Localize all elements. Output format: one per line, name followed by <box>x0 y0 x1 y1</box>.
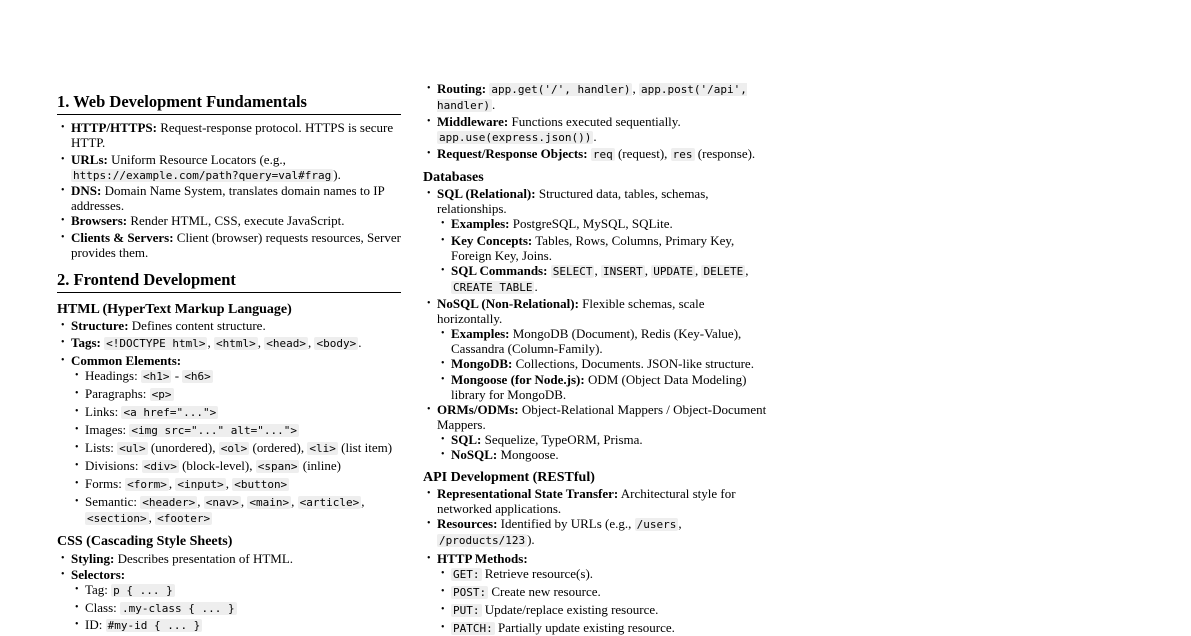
sep: , <box>678 516 682 531</box>
term-sql-examples: Examples: <box>451 216 510 231</box>
code-footer: <footer> <box>157 512 211 525</box>
term-clients-servers: Clients & Servers: <box>71 230 174 245</box>
term-sql: SQL (Relational): <box>437 186 536 201</box>
list-item-mongodb <box>423 356 768 371</box>
sep: , <box>148 510 156 525</box>
label-headings: Headings: <box>85 368 141 383</box>
code-update: UPDATE <box>653 265 693 278</box>
sep: , <box>240 494 248 509</box>
text: (response). <box>694 146 756 161</box>
label-images: Images: <box>85 422 130 437</box>
term-resources: Resources: <box>437 516 498 531</box>
code-form: <form> <box>127 478 167 491</box>
text: (list item) <box>337 440 393 455</box>
term-dns: DNS: <box>71 183 102 198</box>
text: (unordered), <box>147 440 219 455</box>
desc-browsers: Render HTML, CSS, execute JavaScript. <box>127 213 345 228</box>
list-item-structure <box>57 318 401 333</box>
label-divisions: Divisions: <box>85 458 142 473</box>
desc-post: Create new resource. <box>488 584 601 599</box>
list-item-tags <box>57 335 401 351</box>
code-img: <img src="..." alt="..."> <box>131 424 297 437</box>
list-item-mongoose <box>423 372 768 402</box>
term-http: HTTP/HTTPS: <box>71 120 157 135</box>
term-nosql-examples: Examples: <box>451 326 510 341</box>
code-post: POST: <box>453 586 487 599</box>
label-links: Links: <box>85 404 122 419</box>
sep: , <box>694 263 702 278</box>
code-delete: DELETE <box>703 265 744 278</box>
term-mongodb: MongoDB: <box>451 356 513 371</box>
desc-orms: Object-Relational Mappers / Object-Document Mappers. <box>437 402 767 432</box>
list-item-key-concepts <box>423 233 768 263</box>
list-item-forms <box>57 476 401 492</box>
code-button: <button> <box>234 478 288 491</box>
code-doctype: <!DOCTYPE html> <box>106 337 206 350</box>
list-item-selectors <box>57 567 401 582</box>
text: (inline) <box>299 458 341 473</box>
sep: , <box>207 335 214 350</box>
label-paragraphs: Paragraphs: <box>85 386 150 401</box>
code-input: <input> <box>177 478 224 491</box>
code-section: <section> <box>87 512 147 525</box>
sep: , <box>361 494 365 509</box>
list-item-nosql-examples <box>423 326 768 356</box>
term-styling: Styling: <box>71 551 115 566</box>
label-id: ID: <box>85 617 106 632</box>
code-h6: <h6> <box>184 370 211 383</box>
term-routing: Routing: <box>437 81 487 96</box>
term-orms: ORMs/ODMs: <box>437 402 519 417</box>
punct: . <box>593 129 597 144</box>
section-title-frontend: 2. Frontend Development <box>57 270 401 293</box>
label-tag: Tag: <box>85 582 112 597</box>
subsection-title-css: CSS (Cascading Style Sheets) <box>57 534 233 549</box>
punct: ). <box>333 167 341 182</box>
code-url-example: https://example.com/path?query=val#frag <box>73 169 332 182</box>
code-app-post: app.post('/api', handler) <box>437 83 747 112</box>
term-orm-nosql: NoSQL: <box>451 447 498 462</box>
term-browsers: Browsers: <box>71 213 128 228</box>
code-ol: <ol> <box>220 442 248 455</box>
list-item-paragraphs <box>57 386 401 402</box>
desc-rest: Architectural style for networked applications. <box>437 486 736 516</box>
code-nav: <nav> <box>205 496 239 509</box>
list-item-headings <box>57 368 401 384</box>
term-tags: Tags: <box>71 335 101 350</box>
code-article: <article> <box>299 496 360 509</box>
sep: , <box>197 494 204 509</box>
desc-dns: Domain Name System, translates domain names to IP addresses. <box>71 183 385 213</box>
list-item-patch <box>423 620 768 636</box>
list-item-browsers <box>57 213 401 228</box>
desc-sql-examples: PostgreSQL, MySQL, SQLite. <box>509 216 673 231</box>
desc-clients-servers: Client (browser) requests resources, Server provides them. <box>71 230 401 260</box>
code-products-path: /products/123 <box>439 534 526 547</box>
list-item-images <box>57 422 401 438</box>
sep: , <box>168 476 176 491</box>
punct: . <box>358 335 362 350</box>
code-main: <main> <box>249 496 290 509</box>
desc-http: Request-response protocol. HTTPS is secure HTTP. <box>71 120 394 150</box>
punct: . <box>534 279 538 294</box>
code-res: res <box>672 148 693 161</box>
list-item-nosql <box>423 296 768 326</box>
term-nosql: NoSQL (Non-Relational): <box>437 296 579 311</box>
code-select: SELECT <box>552 265 593 278</box>
desc-put: Update/replace existing resource. <box>481 602 659 617</box>
label-semantic: Semantic: <box>85 494 141 509</box>
desc-resources: Identified by URLs (e.g., <box>497 516 635 531</box>
list-item-put <box>423 602 768 618</box>
code-app-use: app.use(express.json()) <box>439 131 592 144</box>
list-item-sql <box>423 186 768 216</box>
desc-orm-sql: Sequelize, TypeORM, Prisma. <box>481 432 643 447</box>
desc-sql: Structured data, tables, schemas, relationships. <box>437 186 709 216</box>
desc-patch: Partially update existing resource. <box>494 620 675 635</box>
list-item-resources <box>423 516 768 548</box>
list-item-req-res <box>423 146 768 162</box>
list-item-sql-commands <box>423 263 768 295</box>
code-tag-selector: p { ... } <box>113 584 173 597</box>
list-item-orm-nosql <box>423 447 768 462</box>
term-urls: URLs: <box>71 152 108 167</box>
label-forms: Forms: <box>85 476 126 491</box>
list-item-http-methods <box>423 551 768 566</box>
term-common-elements: Common Elements: <box>71 353 182 368</box>
code-app-get: app.get('/', handler) <box>491 83 631 96</box>
term-middleware: Middleware: <box>437 114 509 129</box>
punct: ). <box>527 532 535 547</box>
code-header: <header> <box>142 496 196 509</box>
list-item-dns <box>57 183 401 213</box>
list-item-orm-sql <box>423 432 768 447</box>
list-item-styling <box>57 551 401 566</box>
list-item-links <box>57 404 401 420</box>
code-get: GET: <box>453 568 480 581</box>
list-item-common-elements <box>57 353 401 368</box>
list-item-lists <box>57 440 401 456</box>
term-structure: Structure: <box>71 318 129 333</box>
desc-middleware: Functions executed sequentially. <box>508 114 681 129</box>
term-orm-sql: SQL: <box>451 432 482 447</box>
code-ul: <ul> <box>119 442 146 455</box>
list-item-post <box>423 584 768 600</box>
text: (block-level), <box>178 458 256 473</box>
term-selectors: Selectors: <box>71 567 126 582</box>
desc-mongodb: Collections, Documents. JSON-like structure. <box>512 356 754 371</box>
punct: . <box>491 97 496 112</box>
text: (ordered), <box>249 440 308 455</box>
sep: , <box>644 263 652 278</box>
list-item-divisions <box>57 458 401 474</box>
code-head-tag: <head> <box>266 337 306 350</box>
desc-nosql-examples: MongoDB (Document), Redis (Key-Value), Cassandra (Column-Family). <box>451 326 742 356</box>
list-item-get <box>423 566 768 582</box>
code-p: <p> <box>151 388 172 401</box>
list-item-class-selector <box>57 600 401 616</box>
code-body-tag: <body> <box>316 337 357 350</box>
desc-nosql: Flexible schemas, scale horizontally. <box>437 296 705 326</box>
list-item-sql-examples <box>423 216 768 231</box>
term-key-concepts: Key Concepts: <box>451 233 533 248</box>
desc-styling: Describes presentation of HTML. <box>114 551 294 566</box>
term-req-res: Request/Response Objects: <box>437 146 588 161</box>
code-put: PUT: <box>453 604 480 617</box>
desc-orm-nosql: Mongoose. <box>497 447 559 462</box>
list-item-id-selector <box>57 617 401 633</box>
code-req: req <box>592 148 613 161</box>
list-item-urls <box>57 152 401 183</box>
list-item-rest <box>423 486 768 516</box>
sep: , <box>225 476 233 491</box>
label-lists: Lists: <box>85 440 118 455</box>
list-item-orms <box>423 402 768 432</box>
subsection-title-html: HTML (HyperText Markup Language) <box>57 302 292 317</box>
code-html-tag: <html> <box>215 337 256 350</box>
code-id-selector: #my-id { ... } <box>107 619 201 632</box>
text: (request), <box>614 146 671 161</box>
code-insert: INSERT <box>602 265 643 278</box>
sep: , <box>307 335 315 350</box>
section-title-web-fundamentals: 1. Web Development Fundamentals <box>57 92 401 115</box>
code-h1: <h1> <box>142 370 170 383</box>
code-a: <a href="..."> <box>123 406 217 419</box>
term-http-methods: HTTP Methods: <box>437 551 528 566</box>
code-patch: PATCH: <box>453 622 493 635</box>
desc-mongoose: ODM (Object Data Modeling) library for MongoDB. <box>451 372 747 402</box>
desc-get: Retrieve resource(s). <box>481 566 594 581</box>
sep: , <box>594 263 601 278</box>
list-item-semantic <box>57 494 401 526</box>
code-create-table: CREATE TABLE <box>453 281 533 294</box>
list-item-routing <box>423 81 768 113</box>
term-mongoose: Mongoose (for Node.js): <box>451 372 585 387</box>
sep: , <box>632 81 639 96</box>
code-span: <span> <box>257 460 298 473</box>
sep: , <box>257 335 265 350</box>
subsection-title-databases: Databases <box>423 170 484 185</box>
sep: , <box>291 494 298 509</box>
term-sql-commands: SQL Commands: <box>451 263 548 278</box>
dash: - <box>171 368 183 383</box>
list-item-http <box>57 120 401 150</box>
code-class-selector: .my-class { ... } <box>122 602 235 615</box>
term-rest: Representational State Transfer: <box>437 486 619 501</box>
list-item-clients-servers <box>57 230 401 260</box>
list-item-middleware <box>423 114 768 145</box>
desc-urls: Uniform Resource Locators (e.g., <box>107 152 286 167</box>
label-class: Class: <box>85 600 121 615</box>
sep: , <box>745 263 749 278</box>
code-li: <li> <box>309 442 336 455</box>
list-item-tag-selector <box>57 582 401 598</box>
desc-key-concepts: Tables, Rows, Columns, Primary Key, Foreign Key, Joins. <box>451 233 735 263</box>
code-users-path: /users <box>636 518 677 531</box>
subsection-title-api: API Development (RESTful) <box>423 470 595 485</box>
code-div: <div> <box>143 460 177 473</box>
desc-structure: Defines content structure. <box>128 318 266 333</box>
